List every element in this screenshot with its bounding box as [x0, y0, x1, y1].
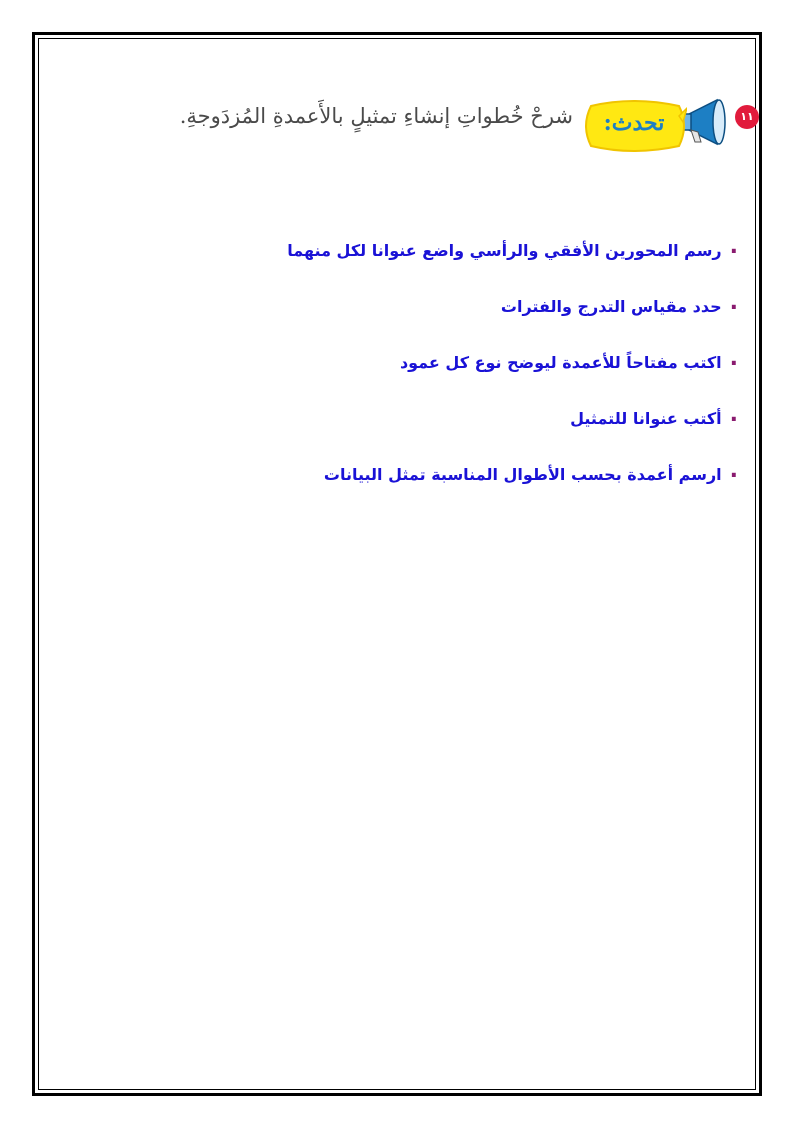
page-border-inner: [38, 38, 756, 1090]
step-text: حدد مقياس التدرج والفترات: [500, 296, 722, 316]
exercise-header: [140, 92, 765, 160]
bullet-icon: .: [729, 346, 738, 371]
step-text: رسم المحورين الأفقي والرأسي واضع عنوانا لكل منهما: [287, 240, 722, 260]
megaphone-icon: [679, 94, 735, 150]
badge-label: تحدث:: [603, 110, 665, 136]
exercise-number-icon: ١١: [735, 105, 759, 129]
list-item: [80, 446, 738, 502]
steps-list: [80, 222, 738, 502]
list-item: [80, 222, 738, 278]
bullet-icon: .: [729, 290, 738, 315]
list-item: [80, 390, 738, 446]
list-item: [80, 334, 738, 390]
step-text: ارسم أعمدة بحسب الأطوال المناسبة تمثل البيانات: [323, 464, 722, 484]
bullet-icon: .: [729, 402, 738, 427]
step-text: اكتب مفتاحاً للأعمدة ليوضح نوع كل عمود: [399, 352, 722, 372]
bullet-icon: .: [729, 234, 738, 259]
exercise-prompt: شرحْ خُطواتِ إنشاءِ تمثيلٍ بالأَعمدةِ المُزدَوجةِ.: [179, 104, 573, 128]
bullet-icon: .: [729, 458, 738, 483]
list-item: [80, 278, 738, 334]
step-text: أكتب عنوانا للتمثيل: [570, 408, 722, 428]
